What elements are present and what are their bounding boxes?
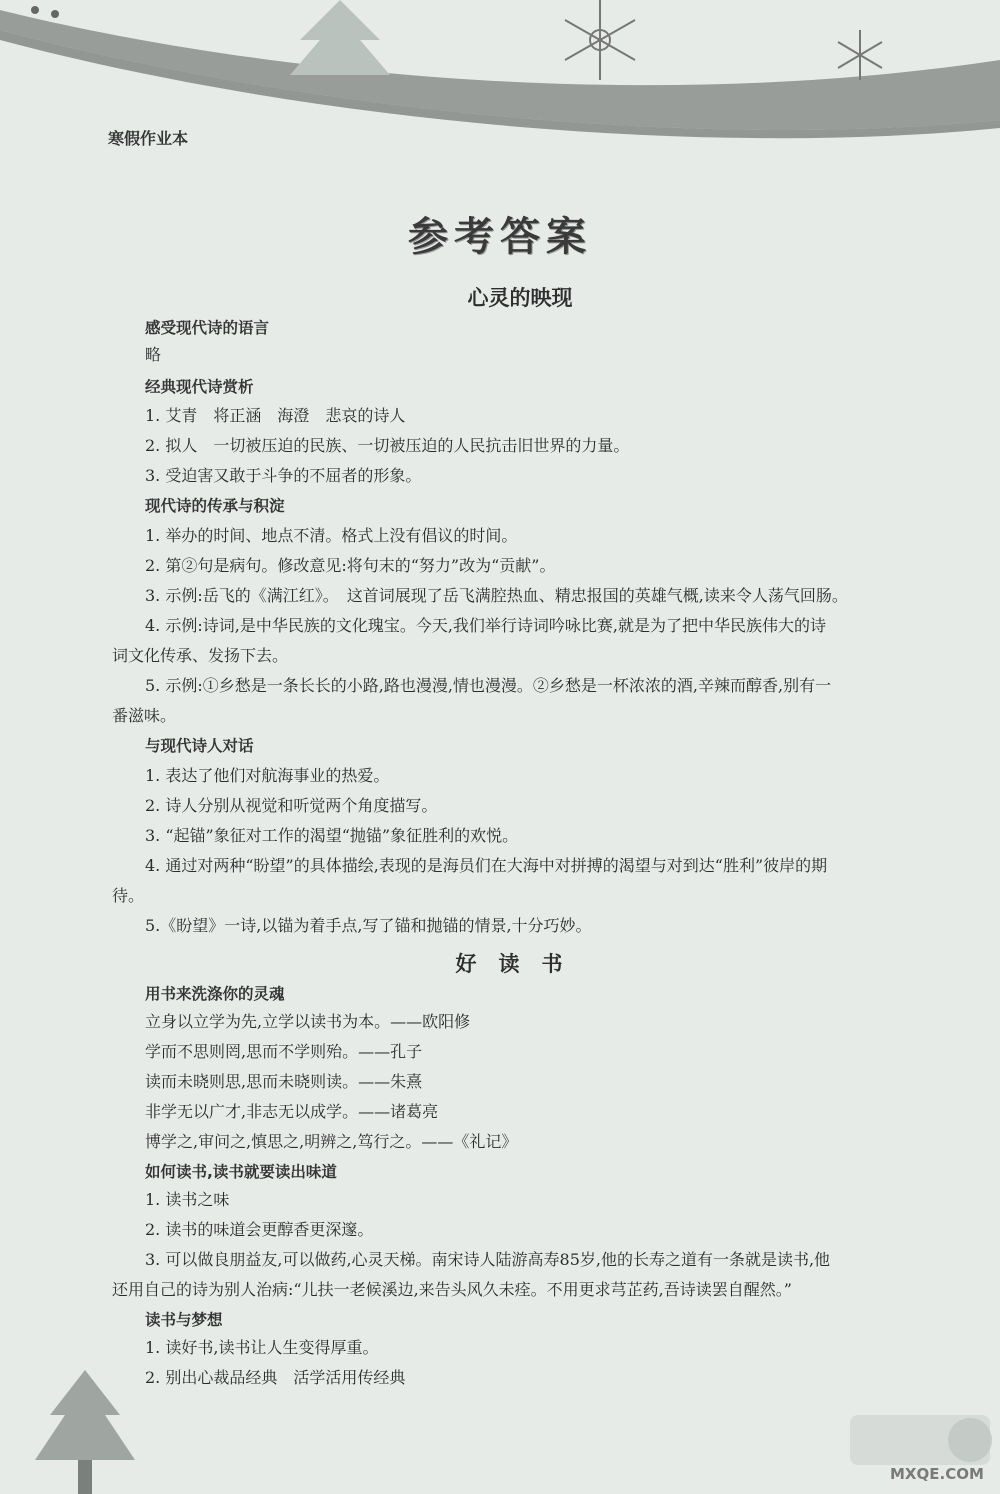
answer-line: 词文化传承、发扬下去。	[112, 646, 289, 665]
answer-line: 2. 读书的味道会更醇香更深邃。	[145, 1220, 374, 1239]
answer-line: 立身以立学为先,立学以读书为本。——欧阳修	[145, 1012, 471, 1031]
answer-line: 1. 表达了他们对航海事业的热爱。	[145, 766, 390, 785]
subsection-title: 现代诗的传承与积淀	[145, 497, 285, 515]
answer-line: 番滋味。	[112, 706, 177, 725]
answer-line: 2. 别出心裁品经典 活学活用传经典	[145, 1368, 406, 1387]
answer-line: 5.《盼望》一诗,以锚为着手点,写了锚和抛锚的情景,十分巧妙。	[145, 916, 592, 935]
answer-line: 3. “起锚”象征对工作的渴望“抛锚”象征胜利的欢悦。	[145, 826, 519, 845]
answer-line: 博学之,审问之,慎思之,明辨之,笃行之。——《礼记》	[145, 1132, 518, 1151]
answer-line: 1. 读书之味	[145, 1190, 230, 1209]
answer-line: 2. 诗人分别从视觉和听觉两个角度描写。	[145, 796, 438, 815]
answer-line: 1. 读好书,读书让人生变得厚重。	[145, 1338, 379, 1357]
header-label: 寒假作业本	[108, 129, 189, 148]
subsection-title: 感受现代诗的语言	[145, 319, 270, 337]
answer-line: 待。	[112, 886, 145, 905]
answer-line: 3. 受迫害又敢于斗争的不屈者的形象。	[145, 466, 422, 485]
answer-line: 读而未晓则思,思而未晓则读。——朱熹	[145, 1072, 423, 1091]
tree-icon	[30, 1370, 140, 1494]
answer-line: 4. 示例:诗词,是中华民族的文化瑰宝。今天,我们举行诗词吟咏比赛,就是为了把中华民族伟大的诗	[145, 616, 827, 635]
subsection-title: 如何读书,读书就要读出味道	[145, 1163, 337, 1181]
answer-line: 5. 示例:①乡愁是一条长长的小路,路也漫漫,情也漫漫。②乡愁是一杯浓浓的酒,辛辣而醇香,别有一	[145, 676, 832, 695]
section-title: 心灵的映现	[467, 286, 573, 310]
page-title: 参考答案	[408, 213, 592, 260]
answer-line: 非学无以广才,非志无以成学。——诸葛亮	[145, 1102, 439, 1121]
subsection-title: 用书来洗涤你的灵魂	[145, 985, 285, 1003]
subsection-title: 读书与梦想	[145, 1311, 223, 1329]
answer-line: 2. 拟人 一切被压迫的民族、一切被压迫的人民抗击旧世界的力量。	[145, 436, 630, 455]
subsection-title: 经典现代诗赏析	[145, 378, 254, 396]
answer-line: 还用自己的诗为别人治病:“儿扶一老候溪边,来告头风久未痊。不用更求芎芷药,吾诗读罢自醒然。”	[112, 1280, 792, 1299]
section-title: 好读书	[455, 952, 585, 976]
answer-line: 2. 第②句是病句。修改意见:将句末的“努力”改为“贡献”。	[145, 556, 556, 575]
subsection-title: 与现代诗人对话	[145, 737, 254, 755]
answer-line: 1. 艾青 将正涵 海澄 悲哀的诗人	[145, 406, 406, 425]
answer-line: 略	[145, 345, 162, 364]
answer-line: 4. 通过对两种“盼望”的具体描绘,表现的是海员们在大海中对拼搏的渴望与对到达“胜利”彼岸的期	[145, 856, 828, 875]
watermark-text: MXQE.COM	[890, 1465, 984, 1483]
answer-line: 学而不思则罔,思而不学则殆。——孔子	[145, 1042, 423, 1061]
answer-line: 3. 示例:岳飞的《满江红》。 这首词展现了岳飞满腔热血、精忠报国的英雄气概,读来令人荡气回肠。	[145, 586, 848, 605]
answer-line: 3. 可以做良朋益友,可以做药,心灵天梯。南宋诗人陆游高寿85岁,他的长寿之道有一条就是读书,他	[145, 1250, 831, 1269]
answer-line: 1. 举办的时间、地点不清。格式上没有倡议的时间。	[145, 526, 518, 545]
